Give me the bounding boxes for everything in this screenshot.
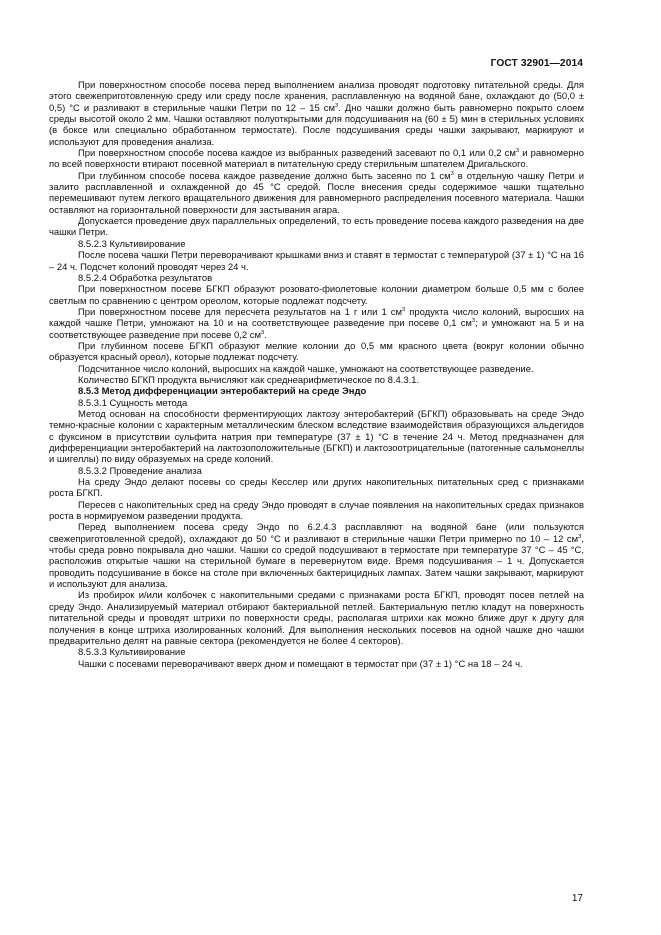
paragraph: Пересев с накопительных сред на среду Эндо проводят в случае появления на накопительных средах признаков роста в нормируемом разведении продукта.: [49, 499, 584, 523]
section-heading: 8.5.3.1 Сущность метода: [78, 397, 188, 409]
section-heading: 8.5.2.3 Культивирование: [78, 238, 186, 250]
paragraph: Перед выполнением посева среду Эндо по 6.2.4.3 расплавляют на водяной бане (или пользуются свежеприготовленной средой), охлаждают до 50 °С и разливают в стерильные чашки Петри примерно по 10 – 12 $см^3$, чтобы среда ровно покрывала дно чашки. Чашки со средой подсушивают в термостате при температуре 37 °С – 45 °С, расположив открытые чашки на стерильной бумаге в перевернутом виде. Время подсушивания – 1 ч. Допускается проводить подсушивание в боксе на столе при включенных бактерицидных лампах. Затем чашки закрывают, маркируют и используют для анализа.: [49, 522, 584, 591]
document-number: ГОСТ 32901—2014: [490, 58, 583, 69]
paragraph: Допускается проведение двух параллельных определений, то есть проведение посева каждого разведения на две чашки Петри.: [49, 216, 584, 239]
paragraph: При глубинном посеве БГКП образуют мелкие колонии до 0,5 мм красного цвета (вокруг колонии обычно образуется красный ореол), которые подлежат подсчету.: [49, 340, 584, 364]
paragraph: Подсчитанное число колоний, выросших на каждой чашке, умножают на соответствующее разведение.: [78, 363, 534, 375]
paragraph: Количество БГКП продукта вычисляют как среднеарифметическое по 8.4.3.1.: [78, 374, 420, 386]
paragraph: При глубинном способе посева каждое разведение должно быть засеяно по 1 $см^3$ в отдельную чашку Петри и залито расплавленной и охлажденной до 45 °С средой. После внесения среды содержимое чашки тщательно перемешивают путем легкого вращательного движения для равномерного распределения посевного материала. Чашки оставляют на горизонтальной поверхности для застывания агара.: [49, 170, 584, 216]
paragraph: При поверхностном посеве для пересчета результатов на 1 г или 1 $см^3$ продукта число колоний, выросших на каждой чашке Петри, умножают на 10 и на соответствующее разведение при посеве 0,1 $см^3$; и умножают на 5 и на соответствующее разведение при посеве 0,2 $см^3$.: [49, 306, 584, 341]
section-heading: 8.5.3 Метод дифференциации энтеробактерий на среде Эндо: [78, 386, 367, 398]
paragraph: Из пробирок и/или колбочек с накопительными средами с признаками роста БГКП, проводят посев петлей на среду Эндо. Анализируемый материал отбирают бактериальной петлей. Бактериальную петлю кладут на поверхность питательной среды и проводят штрихи по поверхности среды, располагая штрихи как можно ближе друг к другу для получения в конце штриха изолированных колоний. Для выполнения нескольких посевов на одной чашке дно чашки предварительно делят на равные сектора (рекомендуется не более 4 секторов).: [49, 590, 584, 647]
section-heading: 8.5.3.3 Культивирование: [78, 647, 186, 659]
section-heading: 8.5.2.4 Обработка результатов: [78, 272, 213, 284]
paragraph: Метод основан на способности ферментирующих лактозу энтеробактерий (БГКП) образовывать на среде Эндо темно-красные колонии с характерным металлическим блеском вследствие взаимодействия образующихся альдегидов с фуксином в присутствии сульфита натрия при температуре (37 ± 1) °С в течение 24 ч. Метод предназначен для дифференциации энтеробактерий на лактозоположительные (БГКП) и лактозоотрицательные (патогенные сальмонеллы и шигеллы) по виду образуемых на среде колоний.: [49, 408, 584, 466]
paragraph: При поверхностном способе посева каждое из выбранных разведений засевают по 0,1 или 0,2 $см^3$ и равномерно по всей поверхности втирают посевной материал в питательную среду стерильным шпателем Дригальского.: [49, 147, 584, 171]
section-heading: 8.5.3.2 Проведение анализа: [78, 465, 202, 477]
paragraph: Чашки с посевами переворачивают вверх дном и помещают в термостат при (37 ± 1) °С на 18 – 24 ч.: [78, 658, 523, 670]
paragraph: При поверхностном посеве БГКП образуют розовато-фиолетовые колонии диаметром больше 0,5 мм с более светлым по сравнению с центром ореолом, которые подлежат подсчету.: [49, 284, 584, 307]
paragraph: После посева чашки Петри переворачивают крышками вниз и ставят в термостат с температурой (37 ± 1) °С на 16 – 24 ч. Подсчет колоний проводят через 24 ч.: [49, 250, 584, 273]
document-body: [49, 80, 584, 670]
paragraph: На среду Эндо делают посевы со среды Кесслер или других накопительных питательных сред с признаками роста БГКП.: [49, 477, 584, 500]
page-number: 17: [571, 893, 583, 904]
paragraph: При поверхностном способе посева перед выполнением анализа проводят подготовку питательной среды. Для этого свежеприготовленную среду или среду после хранения, расплавленную на водяной бане, охлаждают до (50,0 ± 0,5) °С и разливают в стерильные чашки Петри по 12 – 15 $см^3$. Дно чашки должно быть равномерно покрыто слоем среды высотой около 2 мм. Чашки оставляют полуоткрытыми для подсушивания на (60 ± 5) мин в стерильных условиях (в боксе или специально обработанном термостате). После подсушивания среды чашки закрывают, маркируют и используют для проведения анализа.: [49, 80, 584, 148]
